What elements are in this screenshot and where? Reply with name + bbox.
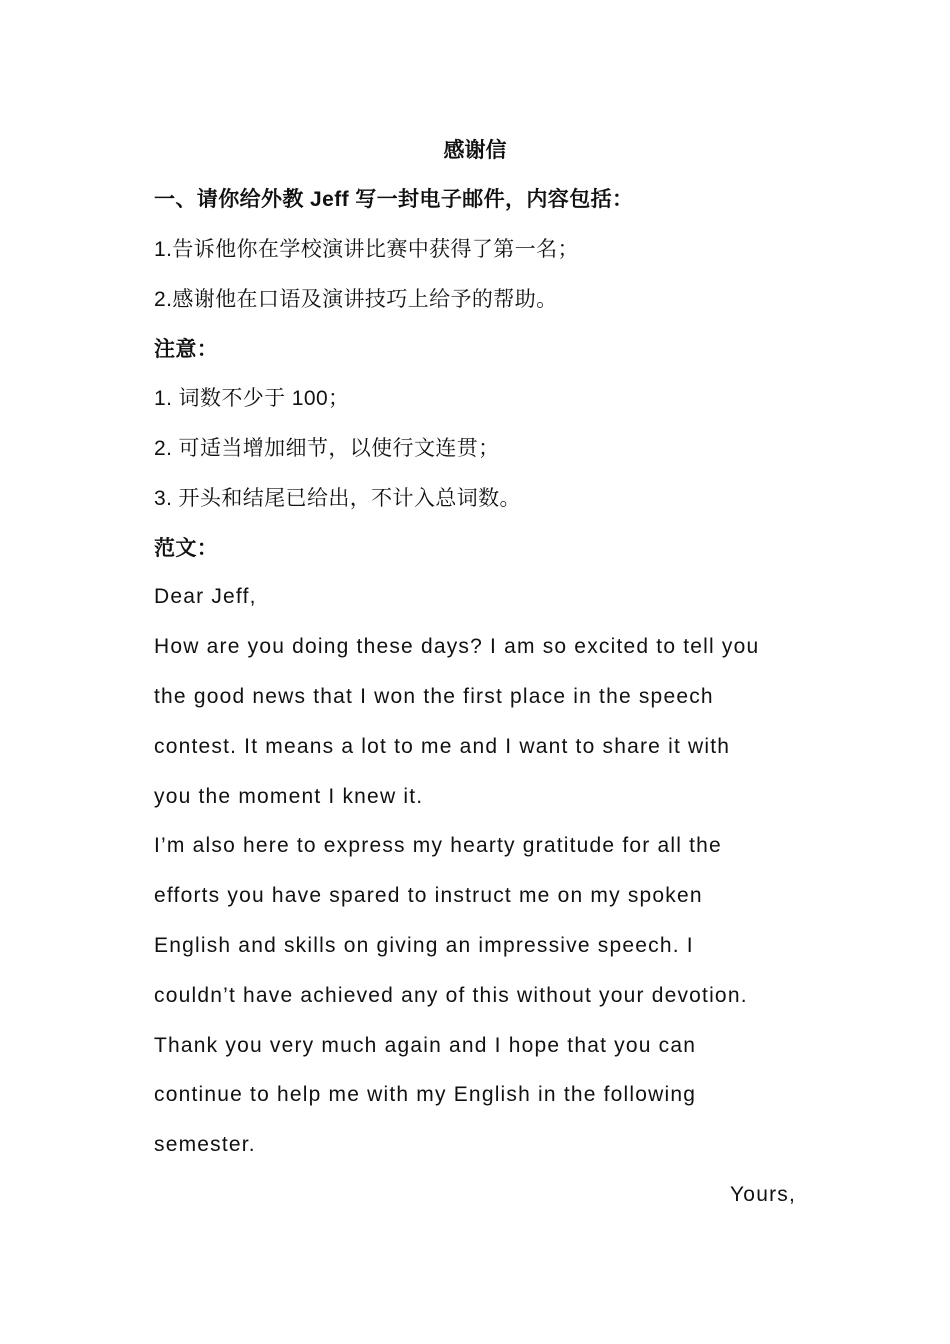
body-line: Thank you very much again and I hope that you can (154, 1034, 697, 1057)
task-heading: 一、请你给外教 Jeff 写一封电子邮件，内容包括： (154, 188, 634, 211)
notes-heading: 注意： (154, 338, 219, 361)
body-line: semester. (154, 1133, 256, 1156)
body-line: you the moment I knew it. (154, 785, 424, 808)
task-item: 2.感谢他在口语及演讲技巧上给予的帮助。 (154, 288, 558, 311)
body-line: How are you doing these days? I am so excited to tell you (154, 635, 760, 658)
body-line: contest. It means a lot to me and I want to share it with (154, 735, 731, 758)
note-item: 3. 开头和结尾已给出，不计入总词数。 (154, 487, 521, 510)
closing: Yours, (730, 1183, 796, 1206)
body-line: the good news that I won the first place in the speech (154, 685, 714, 708)
body-line: efforts you have spared to instruct me on my spoken (154, 884, 703, 907)
note-item: 1. 词数不少于 100； (154, 387, 350, 410)
sample-heading: 范文： (154, 537, 219, 560)
salutation: Dear Jeff, (154, 585, 257, 608)
note-item: 2. 可适当增加细节，以使行文连贯； (154, 437, 500, 460)
document-title: 感谢信 (443, 139, 507, 162)
body-line: I’m also here to express my hearty gratitude for all the (154, 834, 722, 857)
body-line: continue to help me with my English in the following (154, 1083, 697, 1106)
body-line: couldn’t have achieved any of this without your devotion. (154, 984, 748, 1007)
body-line: English and skills on giving an impressive speech. I (154, 934, 694, 957)
task-item: 1.告诉他你在学校演讲比赛中获得了第一名； (154, 238, 579, 261)
